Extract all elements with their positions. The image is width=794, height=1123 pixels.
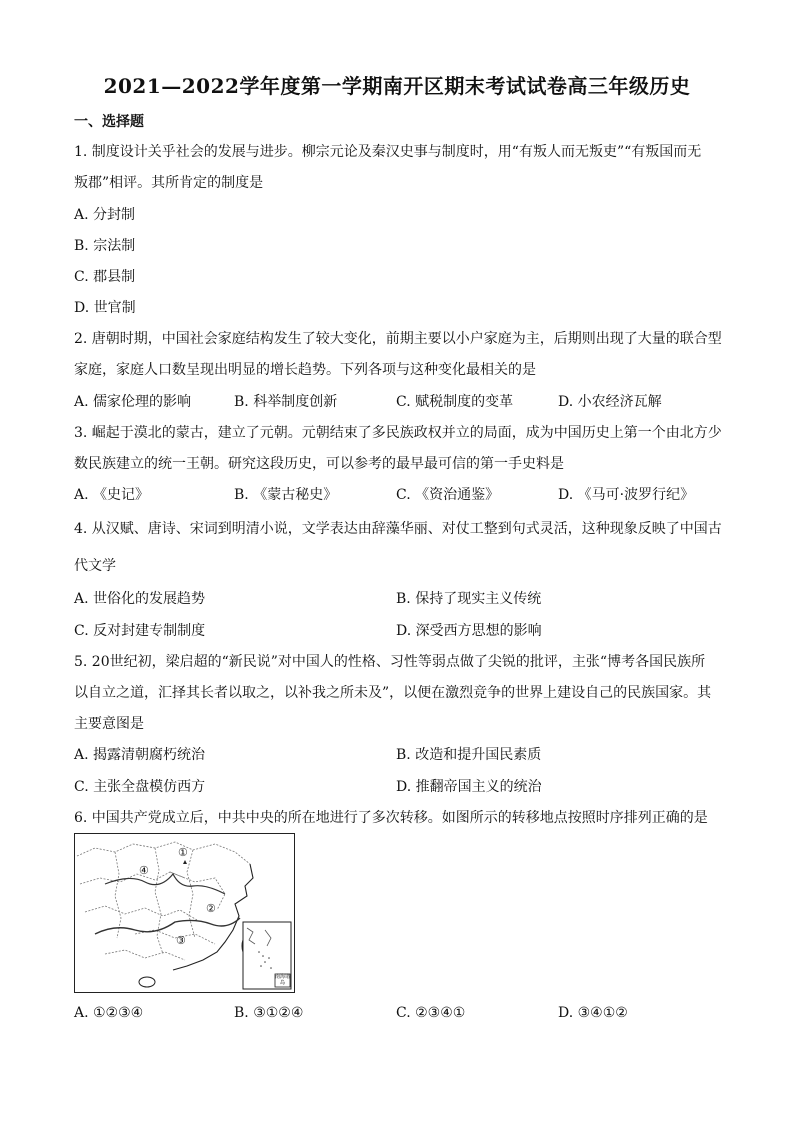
q3-option-b: B. 《蒙古秘史》 bbox=[234, 487, 338, 503]
question-5-text-cont: 以自立之道，汇择其长者以取之，以补我之所未及”，以便在激烈竞争的世界上建设自己的民族国家。其 bbox=[74, 685, 712, 701]
q4-option-b: B. 保持了现实主义传统 bbox=[396, 591, 542, 607]
q3-option-c: C. 《资治通鉴》 bbox=[396, 487, 500, 503]
q1-option-d: D. 世官制 bbox=[74, 300, 136, 316]
q2-option-c: C. 赋税制度的变革 bbox=[396, 394, 514, 410]
map-marker-1: ① bbox=[178, 846, 188, 859]
q4-option-c: C. 反对封建专制制度 bbox=[74, 623, 206, 639]
q3-option-d: D. 《马可·波罗行纪》 bbox=[558, 487, 695, 503]
question-5-text-cont-2: 主要意图是 bbox=[74, 716, 144, 732]
page-title: 2021—2022学年度第一学期南开区期末考试试卷高三年级历史 bbox=[103, 74, 691, 98]
q4-option-d: D. 深受西方思想的影响 bbox=[396, 623, 542, 639]
q1-option-a: A. 分封制 bbox=[74, 207, 136, 223]
q2-option-a: A. 儒家伦理的影响 bbox=[74, 394, 192, 410]
question-4-text: 4. 从汉赋、唐诗、宋词到明清小说，文学表达由辞藻华丽、对仗工整到句式灵活，这种现象反映了中国古 bbox=[74, 521, 722, 537]
question-3-text-cont: 数民族建立的统一王朝。研究这段历史，可以参考的最早最可信的第一手史料是 bbox=[74, 456, 564, 472]
q3-option-a: A. 《史记》 bbox=[74, 487, 150, 503]
question-1-text-cont: 叛郡”相评。其所肯定的制度是 bbox=[74, 175, 264, 191]
q4-option-a: A. 世俗化的发展趋势 bbox=[74, 591, 206, 607]
question-5-text: 5. 20世纪初，梁启超的“新民说”对中国人的性格、习性等弱点做了尖锐的批评，主张“博考各国民族所 bbox=[74, 654, 706, 670]
map-inset-label: 南海诸岛 bbox=[275, 974, 291, 986]
q2-option-b: B. 科举制度创新 bbox=[234, 394, 338, 410]
china-map-figure bbox=[74, 833, 295, 993]
question-2-text: 2. 唐朝时期，中国社会家庭结构发生了较大变化，前期主要以小户家庭为主，后期则出现了大量的联合型 bbox=[74, 331, 722, 347]
section-heading: 一、选择题 bbox=[74, 114, 144, 130]
question-4-text-cont: 代文学 bbox=[74, 558, 116, 574]
q2-option-d: D. 小农经济瓦解 bbox=[558, 394, 662, 410]
map-marker-3: ③ bbox=[176, 934, 186, 947]
question-2-text-cont: 家庭，家庭人口数呈现出明显的增长趋势。下列各项与这种变化最相关的是 bbox=[74, 362, 536, 378]
q6-option-b: B. ③①②④ bbox=[234, 1005, 304, 1021]
q1-option-c: C. 郡县制 bbox=[74, 269, 136, 285]
q5-option-c: C. 主张全盘模仿西方 bbox=[74, 779, 206, 795]
q5-option-a: A. 揭露清朝腐朽统治 bbox=[74, 747, 206, 763]
question-3-text: 3. 崛起于漠北的蒙古，建立了元朝。元朝结束了多民族政权并立的局面，成为中国历史上第一个由北方少 bbox=[74, 425, 722, 441]
q5-option-d: D. 推翻帝国主义的统治 bbox=[396, 779, 542, 795]
map-marker-4: ④ bbox=[139, 864, 149, 877]
q5-option-b: B. 改造和提升国民素质 bbox=[396, 747, 542, 763]
question-6-text: 6. 中国共产党成立后，中共中央的所在地进行了多次转移。如图所示的转移地点按照时序排列正确的是 bbox=[74, 810, 708, 826]
q1-option-b: B. 宗法制 bbox=[74, 238, 136, 254]
q6-option-c: C. ②③④① bbox=[396, 1005, 466, 1021]
q6-option-d: D. ③④①② bbox=[558, 1005, 628, 1021]
q6-option-a: A. ①②③④ bbox=[74, 1005, 144, 1021]
map-marker-2: ② bbox=[206, 902, 216, 915]
question-1-text: 1. 制度设计关乎社会的发展与进步。柳宗元论及秦汉史事与制度时，用“有叛人而无叛吏”“有叛国而无 bbox=[74, 144, 702, 160]
